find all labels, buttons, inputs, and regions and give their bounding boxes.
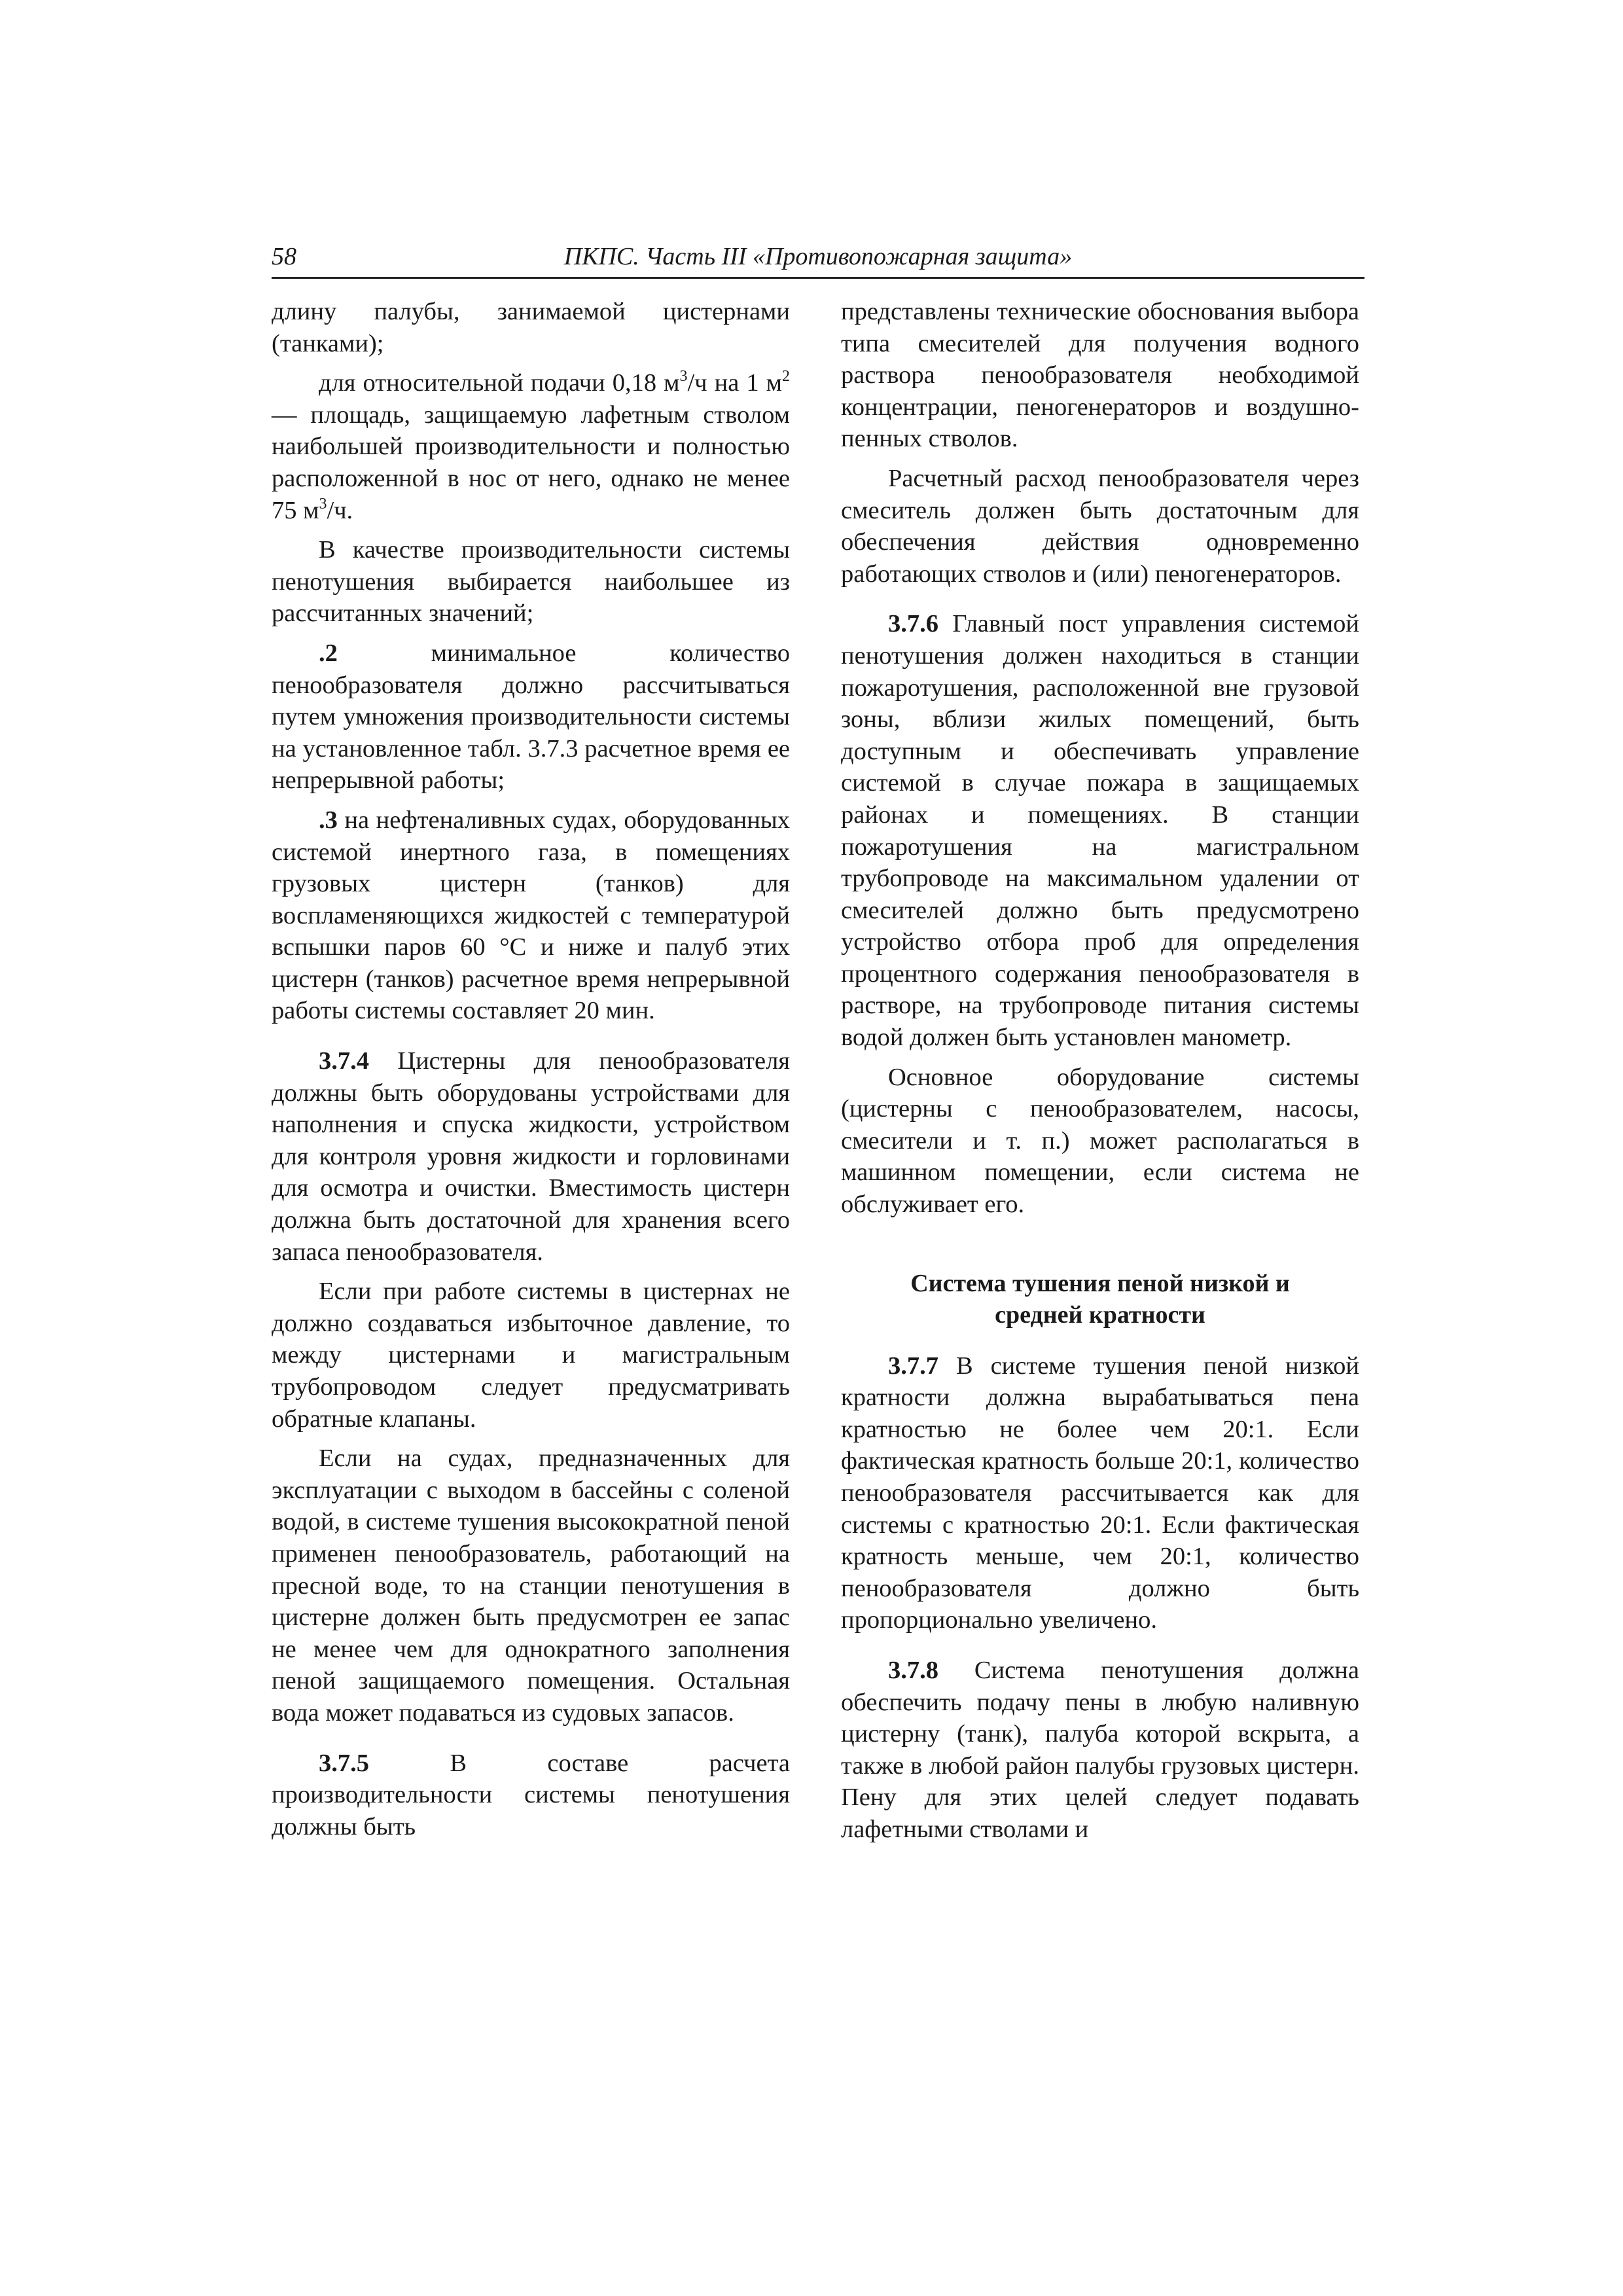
page-header xyxy=(272,240,1364,279)
section-heading: Система тушения пеной низкой и средней кратности xyxy=(910,1269,1290,1329)
clause-number: 3.7.4 xyxy=(319,1047,369,1075)
paragraph: длину палубы, занимаемой цистернами (танками); xyxy=(272,298,790,357)
right-column xyxy=(841,296,1359,1854)
paragraph: 3.7.5 В составе расчета производительности системы пенотушения должны быть xyxy=(272,1749,790,1840)
paragraph: для относительной подачи 0,18 $м^3/ч$ на 1 $м^2$ — площадь, защищаемую лафетным стволом наибольшей производительности и полностью расположенной в нос от него, однако не менее 75 $м^3/ч$. xyxy=(272,368,790,524)
paragraph: 3.7.4 Цистерны для пенообразователя должны быть оборудованы устройствами для наполнения и спуска жидкости, устройством для контроля уровня жидкости и горловинами для осмотра и очистки. Вместимость цистерн должна быть достаточной для хранения всего запаса пенообразователя. xyxy=(272,1047,790,1266)
clause-number: 3.7.7 xyxy=(888,1352,938,1380)
paragraph: Расчетный расход пенообразователя через смеситель должен быть достаточным для обеспечения действия одновременно работающих стволов и (или) пеногенераторов. xyxy=(841,464,1359,588)
paragraph: 3.7.8 Система пенотушения должна обеспечить подачу пены в любую наливную цистерну (танк), палуба которой вскрыта, а также в любой район палубы грузовых цистерн. Пену для этих целей следует подавать лафетными стволами и xyxy=(841,1656,1359,1843)
running-title: ПКПС. Часть III «Противопожарная защита» xyxy=(563,243,1073,270)
paragraph: представлены технические обоснования выбора типа смесителей для получения водного раствора пенообразователя необходимой концентрации, пеногенераторов и воздушно-пенных стволов. xyxy=(841,298,1359,453)
clause-number: 3.7.5 xyxy=(319,1749,369,1777)
paragraph: 3.7.6 Главный пост управления системой пенотушения должен находиться в станции пожаротушения, расположенной вне грузовой зоны, вблизи жилых помещений, быть доступным и обеспечивать управление системой в случае пожара в защищаемых районах и помещениях. В станции пожаротушения на магистральном трубопроводе на максимальном удалении от смесителей должно быть предусмотрено устройство отбора проб для определения процентного содержания пенообразователя в растворе, на трубопроводе питания системы водой должен быть установлен манометр. xyxy=(841,610,1359,1052)
paragraph: 3.7.7 В системе тушения пеной низкой кратности должна вырабатываться пена кратностью не более чем 20:1. Если фактическая кратность больше 20:1, количество пенообразователя рассчитывается как для системы с кратностью 20:1. Если фактическая кратность меньше, чем 20:1, количество пенообразователя должно быть пропорционально увеличено. xyxy=(841,1352,1359,1634)
paragraph: Основное оборудование системы (цистерны с пенообразователем, насосы, смесители и т. п.) может располагаться в машинном помещении, если система не обслуживает его. xyxy=(841,1063,1359,1219)
paragraph: .2 минимальное количество пенообразователя должно рассчитываться путем умножения производительности системы на установленное табл. 3.7.3 расчетное время ее непрерывной работы; xyxy=(272,639,790,795)
item-number: .3 xyxy=(319,806,338,834)
paragraph: .3 на нефтеналивных судах, оборудованных системой инертного газа, в помещениях грузовых цистерн (танков) для воспламеняющихся жидкостей с температурой вспышки паров 60 °С и ниже и палуб этих цистерн (танков) расчетное время непрерывной работы системы составляет 20 мин. xyxy=(272,806,790,1025)
left-column xyxy=(272,296,790,1850)
paragraph: Если при работе системы в цистернах не должно создаваться избыточное давление, то между цистернами и магистральным трубопроводом следует предусматривать обратные клапаны. xyxy=(272,1278,790,1433)
clause-number: 3.7.6 xyxy=(888,610,938,638)
page-number: 58 xyxy=(272,243,296,270)
clause-number: 3.7.8 xyxy=(888,1656,938,1684)
paragraph: В качестве производительности системы пенотушения выбирается наибольшее из рассчитанных значений; xyxy=(272,536,790,628)
paragraph: Если на судах, предназначенных для эксплуатации с выходом в бассейны с соленой водой, в системе тушения высокократной пеной применен пенообразователь, работающий на пресной воде, то на станции пенотушения в цистерне должен быть предусмотрен ее запас не менее чем для однократного заполнения пеной защищаемого помещения. Остальная вода может подаваться из судовых запасов. xyxy=(272,1444,790,1727)
item-number: .2 xyxy=(319,639,338,667)
